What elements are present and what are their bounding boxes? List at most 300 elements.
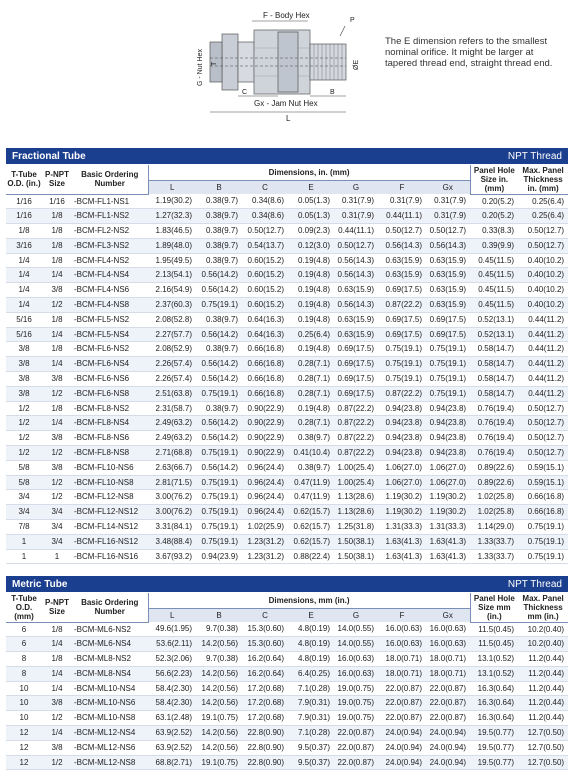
table-cell: 22.0(0.87): [426, 681, 470, 696]
table-cell: 2.71(68.8): [148, 446, 196, 461]
table-cell: -BCM-FL6-NS6: [72, 372, 148, 387]
table-cell: 1/2: [42, 446, 72, 461]
table-cell: 0.76(19.4): [470, 401, 518, 416]
table-cell: 19.0(0.75): [334, 696, 378, 711]
header-max-panel: Max. Panel Thickness mm (in.): [518, 593, 568, 622]
dim-col-header: G: [334, 180, 378, 194]
table-cell: 0.87(22.2): [334, 431, 378, 446]
table-cell: 1/16: [42, 194, 72, 209]
table-cell: 1.33(33.7): [470, 549, 518, 564]
table-cell: 0.34(8.6): [242, 194, 288, 209]
dim-col-header: L: [148, 608, 196, 622]
table-cell: 0.28(7.1): [288, 357, 334, 372]
header-pnpt: P-NPT Size: [42, 593, 72, 622]
header-basic: Basic Ordering Number: [72, 165, 148, 194]
table-cell: 1.19(30.2): [426, 505, 470, 520]
label-p: P: [350, 17, 355, 24]
table-cell: 0.25(6.4): [288, 327, 334, 342]
table-cell: 0.09(2.3): [288, 224, 334, 239]
table-cell: 0.94(23.8): [378, 416, 426, 431]
table-cell: 22.8(0.90): [242, 740, 288, 755]
table-cell: 16.3(0.64): [470, 711, 518, 726]
table-cell: 0.31(7.9): [426, 194, 470, 209]
table-cell: 1.00(25.4): [334, 475, 378, 490]
table-cell: 18.0(0.71): [426, 652, 470, 667]
table-cell: 2.31(58.7): [148, 401, 196, 416]
table-cell: -BCM-ML6-NS2: [72, 622, 148, 637]
table-cell: 0.34(8.6): [242, 209, 288, 224]
table-cell: -BCM-FL10-NS6: [72, 460, 148, 475]
table-cell: 0.94(23.8): [378, 446, 426, 461]
header-basic: Basic Ordering Number: [72, 593, 148, 622]
table-cell: 14.2(0.56): [196, 740, 242, 755]
table-cell: 1.19(30.2): [148, 194, 196, 209]
table-cell: 1/4: [42, 416, 72, 431]
table-cell: 22.0(0.87): [378, 711, 426, 726]
table-cell: 0.56(14.2): [196, 416, 242, 431]
table-cell: 0.69(17.5): [378, 312, 426, 327]
table-cell: 24.0(0.94): [426, 726, 470, 741]
label-nut-hex: G - Nut Hex: [197, 49, 204, 86]
table-cell: -BCM-FL8-NS2: [72, 401, 148, 416]
table-cell: 0.19(4.8): [288, 298, 334, 313]
table-cell: 7.9(0.31): [288, 696, 334, 711]
table-cell: 0.58(14.7): [470, 342, 518, 357]
table-cell: 0.50(12.7): [334, 238, 378, 253]
table-cell: 5/8: [6, 475, 42, 490]
table-cell: 0.64(16.3): [242, 327, 288, 342]
fitting-diagram: [190, 8, 370, 124]
table-row: [6, 475, 568, 490]
table-cell: 3.00(76.2): [148, 490, 196, 505]
table-cell: 1/2: [42, 298, 72, 313]
table-cell: 24.0(0.94): [378, 740, 426, 755]
table-cell: 0.50(12.7): [518, 224, 568, 239]
table-cell: -BCM-ML10-NS6: [72, 696, 148, 711]
table-cell: -BCM-FL6-NS2: [72, 342, 148, 357]
table-cell: 19.5(0.77): [470, 726, 518, 741]
table-cell: 0.96(24.4): [242, 460, 288, 475]
table-cell: 12.7(0.50): [518, 755, 568, 770]
metric-thread: NPT Thread: [507, 578, 562, 590]
table-cell: 0.58(14.7): [470, 357, 518, 372]
table-cell: 0.58(14.7): [470, 372, 518, 387]
table-cell: 0.90(22.9): [242, 416, 288, 431]
table-cell: 0.31(7.9): [334, 194, 378, 209]
table-cell: 0.50(12.7): [518, 238, 568, 253]
table-cell: 0.25(6.4): [518, 194, 568, 209]
table-cell: 3/4: [42, 520, 72, 535]
table-row: [6, 637, 568, 652]
table-cell: 16.0(0.63): [378, 622, 426, 637]
table-cell: 24.0(0.94): [378, 755, 426, 770]
table-cell: 14.2(0.56): [196, 666, 242, 681]
table-cell: 58.4(2.30): [148, 696, 196, 711]
table-cell: 5/16: [6, 312, 42, 327]
table-cell: 19.5(0.77): [470, 740, 518, 755]
table-cell: 1.63(41.3): [378, 549, 426, 564]
table-cell: 1.63(41.3): [426, 549, 470, 564]
table-cell: -BCM-FL8-NS6: [72, 431, 148, 446]
table-cell: -BCM-FL5-NS4: [72, 327, 148, 342]
table-cell: 22.0(0.87): [426, 696, 470, 711]
table-cell: -BCM-FL8-NS8: [72, 446, 148, 461]
table-cell: -BCM-ML10-NS8: [72, 711, 148, 726]
dim-col-header: F: [378, 608, 426, 622]
metric-title: Metric Tube: [12, 578, 68, 590]
table-cell: 9.5(0.37): [288, 740, 334, 755]
header-max-panel: Max. Panel Thickness in. (mm): [518, 165, 568, 194]
table-cell: 0.44(11.2): [518, 386, 568, 401]
table-cell: 1.14(29.0): [470, 520, 518, 535]
table-cell: 0.69(17.5): [378, 283, 426, 298]
table-cell: 0.63(15.9): [426, 283, 470, 298]
table-cell: 0.38(9.7): [196, 401, 242, 416]
table-cell: 3/8: [42, 431, 72, 446]
label-e: ØE: [353, 59, 360, 70]
table-cell: 2.37(60.3): [148, 298, 196, 313]
table-cell: 0.20(5.2): [470, 194, 518, 209]
table-cell: 12: [6, 740, 42, 755]
table-cell: 0.52(13.1): [470, 312, 518, 327]
table-cell: 0.45(11.5): [470, 253, 518, 268]
table-cell: 14.2(0.56): [196, 726, 242, 741]
table-cell: 0.31(7.9): [334, 209, 378, 224]
table-cell: -BCM-FL16-NS12: [72, 534, 148, 549]
table-cell: 1/2: [6, 446, 42, 461]
table-cell: 0.76(19.4): [470, 416, 518, 431]
table-cell: 0.50(12.7): [426, 224, 470, 239]
table-cell: 1.13(28.6): [334, 490, 378, 505]
table-cell: 1/2: [42, 755, 72, 770]
table-cell: 0.75(19.1): [196, 386, 242, 401]
table-cell: 0.59(15.1): [518, 475, 568, 490]
table-row: [6, 194, 568, 209]
table-cell: 1.25(31.8): [334, 520, 378, 535]
table-cell: 1.63(41.3): [426, 534, 470, 549]
table-cell: 15.3(0.60): [242, 622, 288, 637]
table-cell: 1/4: [42, 681, 72, 696]
table-cell: 24.0(0.94): [426, 755, 470, 770]
table-cell: 0.45(11.5): [470, 283, 518, 298]
table-cell: 11.5(0.45): [470, 637, 518, 652]
table-cell: 0.59(15.1): [518, 460, 568, 475]
table-cell: 1/16: [6, 209, 42, 224]
table-cell: -BCM-ML8-NS2: [72, 652, 148, 667]
table-cell: 1.23(31.2): [242, 549, 288, 564]
table-cell: 10: [6, 696, 42, 711]
fractional-table: [6, 165, 568, 564]
table-cell: 2.16(54.9): [148, 283, 196, 298]
table-cell: 0.40(10.2): [518, 268, 568, 283]
table-cell: 0.50(12.7): [378, 224, 426, 239]
table-cell: 3/8: [6, 372, 42, 387]
table-cell: 0.12(3.0): [288, 238, 334, 253]
table-cell: 53.6(2.11): [148, 637, 196, 652]
table-cell: 1: [42, 549, 72, 564]
table-cell: 0.63(15.9): [426, 253, 470, 268]
table-cell: 0.90(22.9): [242, 401, 288, 416]
table-cell: 19.0(0.75): [334, 711, 378, 726]
table-cell: 52.3(2.06): [148, 652, 196, 667]
table-cell: -BCM-FL2-NS2: [72, 224, 148, 239]
table-cell: 0.31(7.9): [426, 209, 470, 224]
table-row: [6, 740, 568, 755]
table-cell: 22.0(0.87): [334, 740, 378, 755]
table-cell: 1/2: [6, 416, 42, 431]
fractional-title: Fractional Tube: [12, 150, 86, 162]
table-cell: 1/2: [6, 431, 42, 446]
table-cell: 22.0(0.87): [378, 681, 426, 696]
table-cell: 0.75(19.1): [518, 534, 568, 549]
table-row: [6, 298, 568, 313]
table-cell: 1.02(25.8): [470, 490, 518, 505]
table-cell: 4.8(0.19): [288, 622, 334, 637]
table-cell: 1/4: [6, 253, 42, 268]
table-cell: 0.44(11.2): [518, 357, 568, 372]
table-cell: 3/4: [6, 505, 42, 520]
table-cell: 2.81(71.5): [148, 475, 196, 490]
table-cell: 1/8: [6, 224, 42, 239]
table-cell: 63.1(2.48): [148, 711, 196, 726]
table-cell: 1.27(32.3): [148, 209, 196, 224]
table-cell: 0.94(23.8): [426, 431, 470, 446]
dim-col-header: C: [242, 608, 288, 622]
table-cell: 5/16: [6, 327, 42, 342]
table-cell: 14.2(0.56): [196, 696, 242, 711]
table-cell: 0.38(9.7): [196, 312, 242, 327]
table-cell: 0.28(7.1): [288, 386, 334, 401]
table-cell: -BCM-FL4-NS6: [72, 283, 148, 298]
table-cell: -BCM-FL8-NS4: [72, 416, 148, 431]
table-cell: 0.38(9.7): [196, 224, 242, 239]
table-cell: 3/4: [6, 490, 42, 505]
table-cell: 0.87(22.2): [378, 386, 426, 401]
table-cell: 0.69(17.5): [426, 312, 470, 327]
dimension-note: The E dimension refers to the smallest nominal orifice. It might be larger at tapered thread end, straight thread end.: [385, 36, 553, 69]
table-cell: 1/2: [42, 711, 72, 726]
table-cell: 16.2(0.64): [242, 666, 288, 681]
table-cell: 22.0(0.87): [334, 726, 378, 741]
table-cell: -BCM-FL6-NS4: [72, 357, 148, 372]
table-cell: 14.0(0.55): [334, 622, 378, 637]
table-cell: 11.2(0.44): [518, 666, 568, 681]
table-cell: 1.02(25.8): [470, 505, 518, 520]
table-cell: 0.25(6.4): [518, 209, 568, 224]
table-cell: 3.67(93.2): [148, 549, 196, 564]
table-cell: 7.1(0.28): [288, 726, 334, 741]
table-cell: 0.69(17.5): [334, 342, 378, 357]
label-c: C: [242, 89, 248, 96]
table-cell: 0.56(14.2): [196, 372, 242, 387]
table-row: [6, 401, 568, 416]
table-cell: 0.75(19.1): [518, 520, 568, 535]
table-cell: 0.69(17.5): [334, 386, 378, 401]
table-cell: 1.95(49.5): [148, 253, 196, 268]
table-cell: 0.76(19.4): [470, 446, 518, 461]
table-cell: 0.38(9.7): [196, 209, 242, 224]
table-cell: 0.45(11.5): [470, 268, 518, 283]
table-cell: 0.58(14.7): [470, 386, 518, 401]
table-cell: 17.2(0.68): [242, 681, 288, 696]
table-cell: 1.50(38.1): [334, 534, 378, 549]
table-cell: 0.89(22.6): [470, 475, 518, 490]
table-row: [6, 666, 568, 681]
table-cell: 1.06(27.0): [426, 475, 470, 490]
table-cell: 0.50(12.7): [518, 401, 568, 416]
table-cell: 6: [6, 622, 42, 637]
table-cell: 0.19(4.8): [288, 401, 334, 416]
table-cell: 1.50(38.1): [334, 549, 378, 564]
table-cell: 0.75(19.1): [378, 372, 426, 387]
table-cell: 1/8: [42, 622, 72, 637]
table-cell: 0.62(15.7): [288, 520, 334, 535]
table-cell: 10.2(0.40): [518, 637, 568, 652]
table-cell: 0.75(19.1): [196, 446, 242, 461]
table-cell: 0.87(22.2): [378, 298, 426, 313]
table-cell: 0.94(23.8): [378, 431, 426, 446]
table-cell: 0.19(4.8): [288, 268, 334, 283]
table-cell: 7/8: [6, 520, 42, 535]
table-cell: 14.0(0.55): [334, 637, 378, 652]
table-cell: 0.44(11.2): [518, 342, 568, 357]
table-row: [6, 253, 568, 268]
table-cell: 0.75(19.1): [196, 298, 242, 313]
table-cell: 0.90(22.9): [242, 446, 288, 461]
table-cell: 0.75(19.1): [426, 372, 470, 387]
table-cell: 17.2(0.68): [242, 711, 288, 726]
table-cell: 3/8: [42, 372, 72, 387]
table-cell: 22.8(0.90): [242, 755, 288, 770]
table-row: [6, 268, 568, 283]
table-cell: 0.66(16.8): [242, 342, 288, 357]
table-cell: 3/4: [42, 534, 72, 549]
table-row: [6, 652, 568, 667]
label-t: T: [211, 61, 218, 66]
table-cell: -BCM-FL1-NS1: [72, 194, 148, 209]
header-tube-od: T-Tube O.D. (in.): [6, 165, 42, 194]
table-cell: 1.19(30.2): [426, 490, 470, 505]
table-cell: 0.19(4.8): [288, 283, 334, 298]
table-cell: 1.23(31.2): [242, 534, 288, 549]
dim-col-header: B: [196, 608, 242, 622]
table-cell: 0.31(7.9): [378, 194, 426, 209]
table-cell: 49.6(1.95): [148, 622, 196, 637]
table-cell: 1/8: [42, 401, 72, 416]
table-cell: 1/8: [42, 253, 72, 268]
table-cell: 0.75(19.1): [196, 475, 242, 490]
table-cell: -BCM-FL14-NS12: [72, 520, 148, 535]
table-cell: 0.66(16.8): [242, 357, 288, 372]
table-row: [6, 681, 568, 696]
table-cell: 0.19(4.8): [288, 342, 334, 357]
table-cell: 0.75(19.1): [378, 357, 426, 372]
table-cell: 16.0(0.63): [334, 666, 378, 681]
table-cell: -BCM-FL10-NS8: [72, 475, 148, 490]
metric-table: [6, 593, 568, 770]
table-cell: 0.94(23.8): [426, 446, 470, 461]
table-cell: 1/8: [42, 342, 72, 357]
table-cell: 14.2(0.56): [196, 637, 242, 652]
table-cell: 0.50(12.7): [242, 224, 288, 239]
table-cell: 63.9(2.52): [148, 726, 196, 741]
table-cell: 10: [6, 711, 42, 726]
table-cell: -BCM-FL12-NS12: [72, 505, 148, 520]
table-cell: 0.69(17.5): [426, 327, 470, 342]
table-cell: 0.66(16.8): [518, 505, 568, 520]
table-cell: 1/4: [6, 283, 42, 298]
table-cell: 0.39(9.9): [470, 238, 518, 253]
table-cell: 63.9(2.52): [148, 740, 196, 755]
table-cell: 1.31(33.3): [426, 520, 470, 535]
table-cell: 0.56(14.3): [378, 238, 426, 253]
table-cell: 0.64(16.3): [242, 312, 288, 327]
table-cell: 19.1(0.75): [196, 711, 242, 726]
table-cell: 2.49(63.2): [148, 416, 196, 431]
table-row: [6, 312, 568, 327]
table-cell: 15.3(0.60): [242, 637, 288, 652]
table-cell: 1/4: [6, 298, 42, 313]
table-cell: 0.38(9.7): [288, 431, 334, 446]
table-cell: 8: [6, 666, 42, 681]
dim-col-header: E: [288, 608, 334, 622]
table-cell: 0.66(16.8): [242, 386, 288, 401]
table-row: [6, 224, 568, 239]
table-cell: 1.19(30.2): [378, 505, 426, 520]
table-cell: 2.08(52.8): [148, 312, 196, 327]
table-cell: 0.94(23.8): [426, 416, 470, 431]
table-cell: 3/8: [42, 283, 72, 298]
table-cell: 0.88(22.4): [288, 549, 334, 564]
table-cell: 3.31(84.1): [148, 520, 196, 535]
table-cell: 0.62(15.7): [288, 505, 334, 520]
header-panel-hole: Panel Hole Size in. (mm): [470, 165, 518, 194]
table-cell: -BCM-FL1-NS2: [72, 209, 148, 224]
table-cell: 0.56(14.3): [334, 253, 378, 268]
table-cell: 0.60(15.2): [242, 268, 288, 283]
header-dimensions: Dimensions, in. (mm): [148, 165, 470, 180]
table-cell: 1.00(25.4): [334, 460, 378, 475]
table-cell: 11.5(0.45): [470, 622, 518, 637]
table-cell: 0.56(14.2): [196, 431, 242, 446]
table-cell: 0.60(15.2): [242, 298, 288, 313]
table-cell: 2.27(57.7): [148, 327, 196, 342]
table-cell: 1.31(33.3): [378, 520, 426, 535]
table-cell: 7.1(0.28): [288, 681, 334, 696]
table-row: [6, 357, 568, 372]
table-cell: 0.96(24.4): [242, 490, 288, 505]
table-cell: 0.56(14.2): [196, 268, 242, 283]
table-cell: 2.63(66.7): [148, 460, 196, 475]
table-cell: 11.2(0.44): [518, 696, 568, 711]
table-cell: 1/4: [42, 357, 72, 372]
table-cell: 1/4: [42, 726, 72, 741]
table-cell: -BCM-ML6-NS4: [72, 637, 148, 652]
dim-col-header: B: [196, 180, 242, 194]
table-cell: 3/8: [42, 740, 72, 755]
table-cell: 1.19(30.2): [378, 490, 426, 505]
table-cell: 0.40(10.2): [518, 253, 568, 268]
table-cell: 0.40(10.2): [518, 298, 568, 313]
table-cell: 17.2(0.68): [242, 696, 288, 711]
table-cell: 0.62(15.7): [288, 534, 334, 549]
table-cell: 0.38(9.7): [196, 342, 242, 357]
table-cell: -BCM-FL3-NS2: [72, 238, 148, 253]
table-cell: 0.66(16.8): [518, 490, 568, 505]
table-cell: 22.0(0.87): [334, 755, 378, 770]
table-cell: 0.75(19.1): [426, 386, 470, 401]
table-row: [6, 755, 568, 770]
